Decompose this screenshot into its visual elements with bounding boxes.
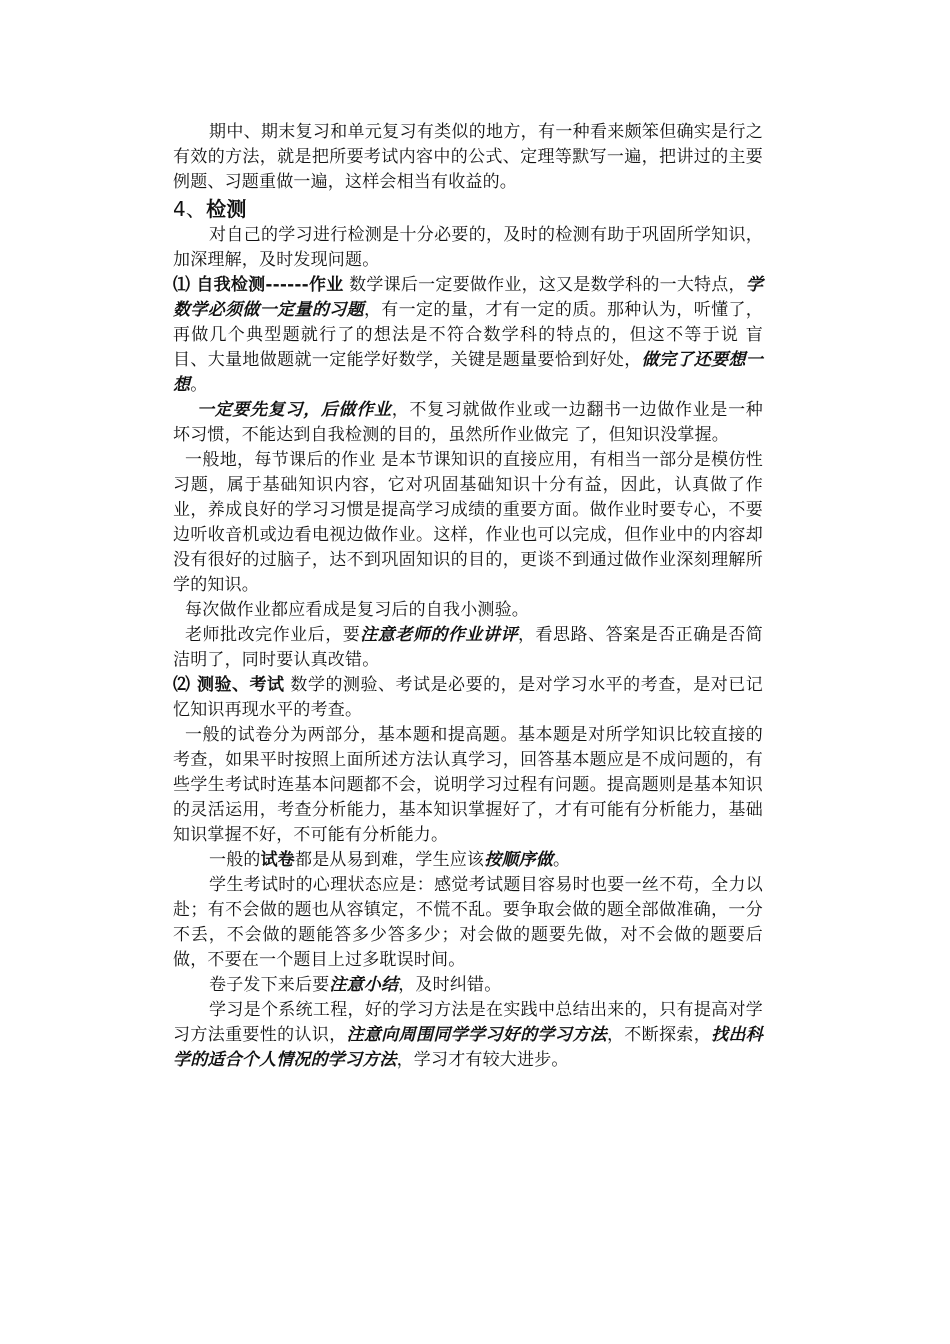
- text-run: 。: [553, 850, 571, 870]
- text-run: 老师批改完作业后，要: [185, 625, 361, 645]
- paragraph-review-first: [173, 398, 763, 448]
- paragraph-self-check: [173, 273, 763, 398]
- text-run: ，看思路、答案是否正确是否简洁明了，同时要认真改错。: [173, 625, 763, 670]
- paragraph-testing-intro: 对自己的学习进行检测是十分必要的，及时的检测有助于巩固所学知识，加深理解，及时发现问题。: [173, 225, 763, 270]
- text-run: 数学课后一定要做作业，这又是数学科的一大特点，: [343, 275, 746, 295]
- section-number: 4、: [173, 197, 207, 221]
- paragraph-exam-order: [173, 848, 763, 873]
- paragraph-teacher-review: [173, 623, 763, 673]
- subheading-exams: ⑵ 测验、考试: [173, 675, 285, 695]
- text-run: 。: [190, 375, 208, 395]
- text-run: 卷子发下来后要: [209, 975, 330, 995]
- paragraph-self-quiz: 每次做作业都应看成是复习后的自我小测验。: [185, 600, 529, 620]
- emphasis-text: 学数学必须做一定量的习题: [173, 275, 764, 320]
- text-run: ，有一定的量，才有一定的质。那种认为，听懂了，再做几个典型题就行了的想法是不符合数学科的特点的，但这不等于说 盲目、大量地做题就一定能学好数学，关键是题量要恰到好处，: [173, 300, 763, 370]
- document-body: [173, 120, 763, 1073]
- text-run: ，不断探索，: [606, 1025, 712, 1045]
- emphasis-text: 一定要先复习，后做作业: [197, 400, 392, 420]
- paragraph-exam-mindset: 学生考试时的心理状态应是：感觉考试题目容易时也要一丝不苟，全力以赴；有不会做的题也从容镇定，不慌不乱。要争取会做的题全部做准确，一分不丢，不会做的题能答多少答多少；对会做的题要先做，对不会做的题要后做，不要在一个题目上过多耽误时间。: [173, 875, 763, 970]
- text-run: ，不复习就做作业或一边翻书一边做作业是一种坏习惯，不能达到自我检测的目的，虽然所作业做完 了，但知识没掌握。: [173, 400, 763, 445]
- paragraph-exam-structure: 一般的试卷分为两部分，基本题和提高题。基本题是对所学知识比较直接的考查，如果平时按照上面所述方法认真学习，回答基本题应是不成问题的，有些学生考试时连基本问题都不会，说明学习过程有问题。提高题则是基本知识的灵活运用，考查分析能力，基本知识掌握好了，才有可能有分析能力，基础知识掌握不好，不可能有分析能力。: [173, 725, 763, 845]
- text-run: 学习是个系统工程，好的学习方法是在实践中总结出来的，只有提高对学习方法重要性的认识，: [173, 1000, 763, 1045]
- text-run: 都是从易到难，学生应该: [295, 850, 485, 870]
- subheading-self-check: ⑴ 自我检测------作业: [173, 275, 344, 295]
- text-run: 数学的测验、考试是必要的，是对学习水平的考查，是对已记忆知识再现水平的考查。: [173, 675, 763, 720]
- emphasis-text: 注意小结: [329, 975, 399, 995]
- emphasis-text: 按顺序做: [484, 850, 554, 870]
- paragraph-review-method: 期中、期末复习和单元复习有类似的地方，有一种看来颇笨但确实是行之有效的方法，就是把所要考试内容中的公式、定理等默写一遍，把讲过的主要例题、习题重做一遍，这样会相当有收益的。: [173, 122, 763, 192]
- text-run: ，及时纠错。: [398, 975, 502, 995]
- text-run: ，学习才有较大进步。: [396, 1050, 569, 1070]
- emphasis-text: 试卷: [260, 850, 296, 870]
- paragraph-exam-summary: [173, 973, 763, 998]
- section-title: 检测: [206, 197, 247, 221]
- emphasis-text: 注意向周围同学学习好的学习方法: [346, 1025, 607, 1045]
- paragraph-conclusion: [173, 998, 763, 1073]
- section-heading-testing: [173, 195, 763, 223]
- emphasis-text: 做完了还要想一想: [173, 350, 763, 395]
- emphasis-text: 注意老师的作业讲评: [360, 625, 518, 645]
- paragraph-exams: [173, 673, 763, 723]
- text-run: 一般的: [209, 850, 261, 870]
- emphasis-text: 找出科学的适合个人情况的学习方法: [173, 1025, 764, 1070]
- paragraph-homework: 一般地，每节课后的作业 是本节课知识的直接应用，有相当一部分是模仿性习题，属于基础知识内容，它对巩固基础知识十分有益，因此，认真做了作业，养成良好的学习习惯是提高学习成绩的重要方面。做作业时要专心，不要边听收音机或边看电视边做作业。这样，作业也可以完成，但作业中的内容却没有很好的过脑子，达不到巩固知识的目的，更谈不到通过做作业深刻理解所学的知识。: [173, 450, 763, 595]
